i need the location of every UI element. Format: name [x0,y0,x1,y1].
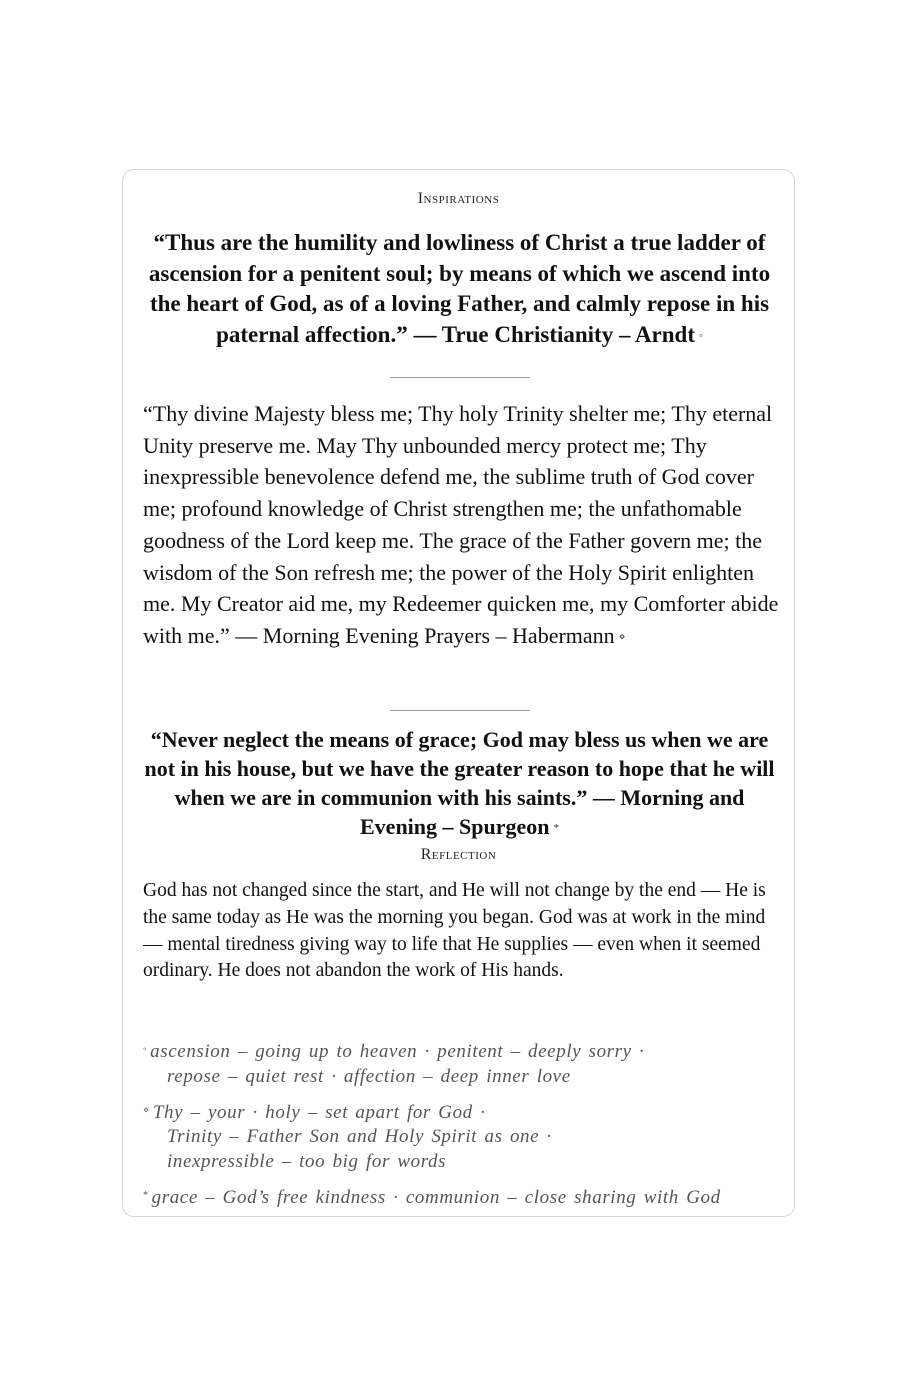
reflection-text: God has not changed since the start, and He will not change by the end — He is the same today as He was the morning you began. God was at work in the mind — mental tiredness giving way to life that He supplies — even when it seemed ordinary. He does not abandon the work of His hands. [143,880,766,982]
devotional-card [122,169,795,1217]
gloss-line: inexpressible – too big for words [167,1150,447,1172]
gloss-line: Trinity – Father Son and Holy Spirit as one · [167,1126,552,1147]
gloss-entry-circle [143,1038,783,1089]
gloss-line: repose – quiet rest · affection – deep inner love [167,1065,571,1087]
quote-text: “Thus are the humility and lowliness of Christ a true ladder of ascension for a penitent soul; by means of which we ascend into the heart of God, as of a loving Father, and calmly repose in his paternal affection.” — True Christianity – Arndt [148,230,771,347]
glossary [143,1038,783,1220]
quote-text: “Never neglect the means of grace; God may bless us when we are not in his house, but we have the greater reason to hope that he will when we are in communion with his saints.” — Morning and Evening – Spurgeon [144,727,775,839]
footnote-marker-circle: ◦ [699,329,703,342]
quote-text: “Thy divine Majesty bless me; Thy holy Trinity shelter me; Thy eternal Unity preserve me. May Thy unbounded mercy protect me; Thy inexpressible benevolence defend me, the sublime truth of God cover me; profound knowledge of Christ strengthen me; the unfathomable goodness of the Lord keep me. The grace of the Father govern me; the wisdom of the Son refresh me; the power of the Holy Spirit enlighten me. My Creator aid me, my Redeemer quicken me, my Comforter abide with me.” — Morning Evening Prayers – Habermann [143,401,779,648]
gloss-entry-asterisk [143,1184,783,1211]
footnote-marker-diamond: ⋄ [618,630,626,643]
gloss-marker: ⋄ [143,1104,150,1116]
divider [390,377,530,378]
inspirations-heading: Inspirations [417,190,500,207]
quote-arndt [141,228,778,351]
gloss-line: * grace – God’s free kindness · communion – close sharing with God [143,1186,721,1208]
gloss-marker: ◦ [143,1044,148,1055]
footnote-marker-asterisk: * [553,822,559,834]
quote-habermann [143,398,788,654]
gloss-line: ◦ ascension – going up to heaven · penitent – deeply sorry · [143,1041,645,1062]
quote-spurgeon [141,725,778,843]
reflection-heading: Reflection [420,846,497,863]
gloss-line: ⋄ Thy – your · holy – set apart for God · [143,1101,486,1123]
gloss-entry-diamond [143,1099,783,1175]
gloss-marker: * [143,1189,149,1201]
divider [390,710,530,711]
